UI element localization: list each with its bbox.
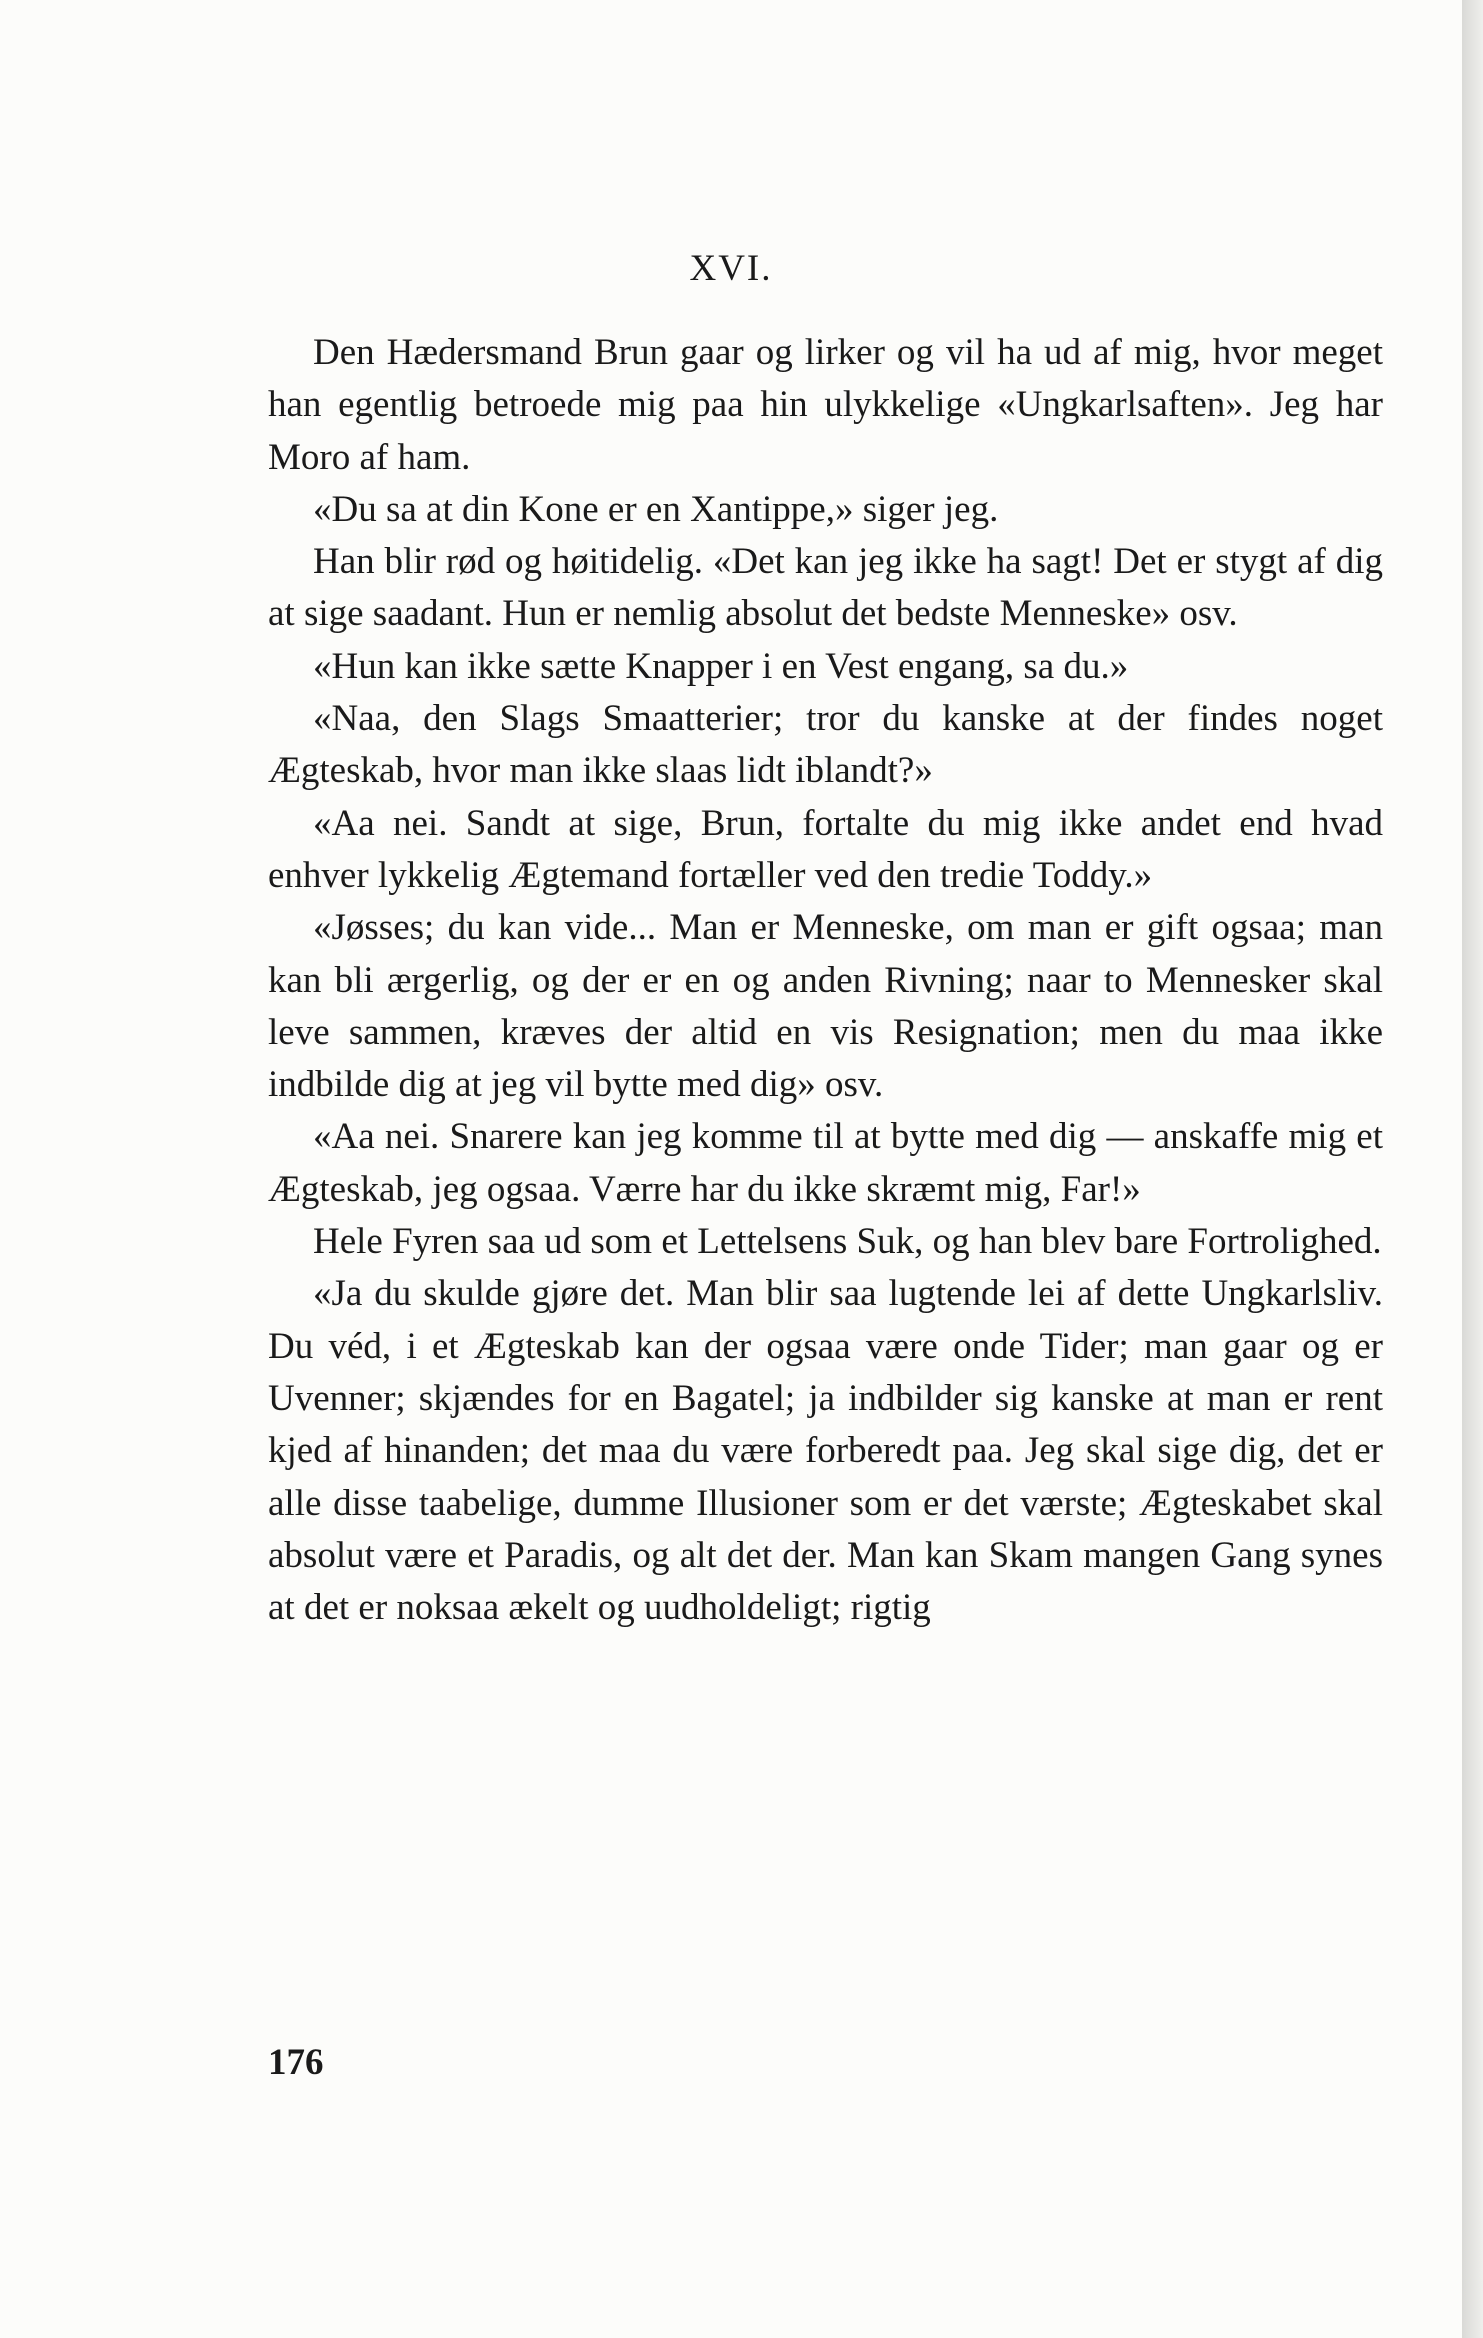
paragraph: «Aa nei. Sandt at sige, Brun, fortalte du mig ikke andet end hvad enhver lykkelig Ægtemand fortæller ved den tredie Toddy.»	[268, 802, 1383, 896]
paragraph: «Jøsses; du kan vide... Man er Menneske, om man er gift ogsaa; man kan bli ærgerlig, og der er en og anden Rivning; naar to Mennesker skal leve sammen, kræves der altid en vis Resignation; men du maa ikke indbilde dig at jeg vil bytte med dig» osv.	[268, 907, 1383, 1106]
page-number: 176	[268, 2042, 324, 2083]
paragraph: «Ja du skulde gjøre det. Man blir saa lugtende lei af dette Ungkarlsliv. Du véd, i et Ægteskab kan der ogsaa være onde Tider; man gaar og er Uvenner; skjændes for en Bagatel; ja indbilder sig kanske at man er rent kjed af hinanden; det maa du være forberedt paa. Jeg skal sige dig, det er alle disse taabelige, dumme Illusioner som er det værste; Ægteskabet skal absolut være et Paradis, og alt det der. Man kan Skam mangen Gang synes at det er noksaa ækelt og uudholdeligt; rigtig	[268, 1273, 1383, 1629]
chapter-heading: XVI.	[689, 248, 773, 289]
paragraph: «Aa nei. Snarere kan jeg komme til at bytte med dig — anskaffe mig et Ægteskab, jeg ogsaa. Værre har du ikke skræmt mig, Far!»	[268, 1116, 1383, 1210]
paragraph: Han blir rød og høitidelig. «Det kan jeg ikke ha sagt! Det er stygt af dig at sige saadant. Hun er nemlig absolut det bedste Menneske» osv.	[268, 541, 1383, 635]
page-edge	[1462, 0, 1483, 2338]
paragraph: «Hun kan ikke sætte Knapper i en Vest engang, sa du.»	[313, 645, 1129, 687]
paragraph: «Naa, den Slags Smaatterier; tror du kanske at der findes noget Ægteskab, hvor man ikke slaas lidt iblandt?»	[268, 698, 1383, 792]
paragraph: Den Hædersmand Brun gaar og lirker og vil ha ud af mig, hvor meget han egentlig betroede mig paa hin ulykkelige «Ungkarlsaften». Jeg har Moro af ham.	[268, 332, 1383, 478]
paragraph: «Du sa at din Kone er en Xantippe,» siger jeg.	[313, 488, 999, 530]
paragraph: Hele Fyren saa ud som et Lettelsens Suk, og han blev bare Fortrolighed.	[313, 1221, 1382, 1263]
body-text	[268, 327, 1383, 1634]
